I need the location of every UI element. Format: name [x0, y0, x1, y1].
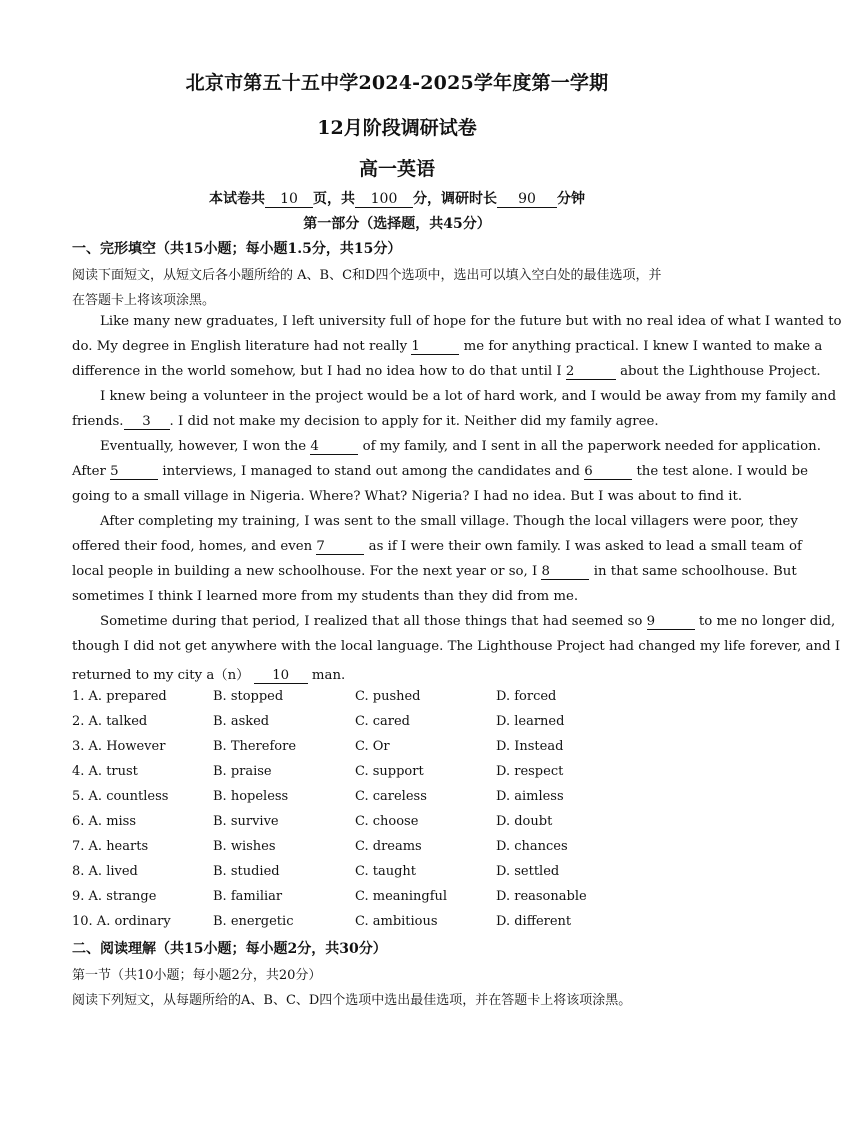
total-score: 100 — [355, 191, 413, 208]
reading-subsection: 第一节（共10小题；每小题2分，共20分） — [72, 968, 322, 983]
passage-line: Like many new graduates, I left university full of hope for the future but with no real idea of what I wanted to — [100, 314, 842, 329]
section-reading-heading: 二、阅读理解（共15小题；每小题2分，共30分） — [72, 941, 387, 957]
passage-line: I knew being a volunteer in the project would be a lot of hard work, and I would be away from my family and — [100, 389, 837, 404]
blank-5: 5 — [110, 464, 158, 480]
passage-line: going to a small village in Nigeria. Where? What? Nigeria? I had no idea. But I was about to find it. — [72, 489, 743, 504]
passage-line: Eventually, however, I won the 4 of my family, and I sent in all the paperwork needed for application. — [100, 439, 821, 454]
blank-6: 6 — [584, 464, 632, 480]
subject-title: 高一英语 — [358, 158, 435, 180]
blank-4: 4 — [310, 439, 358, 455]
passage-line: difference in the world somehow, but I had no idea how to do that until I 2 about the Lighthouse Project. — [72, 364, 821, 379]
passage-line: returned to my city a（n） 10 man. — [72, 668, 346, 683]
blank-1: 1 — [411, 339, 459, 355]
passage-line: After completing my training, I was sent to the small village. Though the local villagers were poor, they — [100, 514, 798, 529]
blank-9: 9 — [647, 614, 695, 630]
passage-line: local people in building a new schoolhouse. For the next year or so, I 8 in that same schoolhouse. But — [72, 564, 797, 579]
blank-8: 8 — [541, 564, 589, 580]
section-cloze-heading: 一、完形填空（共15小题；每小题1.5分，共15分） — [72, 241, 402, 257]
blank-7: 7 — [316, 539, 364, 555]
passage-line: friends. 3 . I did not make my decision to apply for it. Neither did my family agree. — [72, 414, 659, 429]
reading-instruction: 阅读下列短文，从每题所给的A、B、C、D四个选项中选出最佳选项，并在答题卡上将该项涂黑。 — [72, 993, 632, 1008]
passage-line: though I did not get anywhere with the local language. The Lighthouse Project had changed my life forever, and I — [72, 639, 841, 654]
exam-page: 北京市第五十五中学2024-2025学年度第一学期 12月阶段调研试卷 高一英语 本试卷共 10 页，共 100 分，调研时长 90 分钟 第一部分（选择题，共45分） 一、完形填空（共15小题；每小题1.5分，共15分） 阅读下面短文，从短文后各小题所给的 A、B、C和D四个选项中，选出可以填入空白处的最佳选项，并 在答题卡上将该项涂黑。 Like many new graduates, I left university full of hope for the future but with no real idea of what I wanted to do. My degree in English literature had not really 1 me for anything practical. I knew I wanted to make a difference in the world somehow, but I had no idea how to do that until I 2 about the Lighthouse Project. I knew being a volunteer in the project would be a lot of hard work, and I would be away from my family and friends. 3 . I did not make my decision to apply for it. Neither did my family agree. Eventually, however, I won the 4 of my family, and I sent in all the paperwork needed for application. After 5 interviews, I managed to stand out among the candidates and 6 the test alone. I would be going to a small village in Nigeria. Where? What? Nigeria? I had no idea. But I was about to find it. After completing my training, I was sent to the small village. Though the local villagers were poor, they offered their food, homes, and even 7 as if I were their own family. I was asked to lead a small team of local people in building a new schoolhouse. For the next year or so, I 8 in that same schoolhouse. But sometimes I think I learned more from my students than they did from me. Sometime during that period, I realized that all those things that had seemed so 9 to me no longer did, though I did not get anywhere with the local language. The Lighthouse Project had changed my life forever, and I returned to my city a（n） 10 man. 1. A. prepared B. stopped C. pushed D. forced 2. A. talked B. asked C. cared D. learned 3. A. However B. Therefore C. Or D. Instead 4. A. trust B. praise C. support D. respect 5. A. countless B. hopeless C. careless D. aimless 6. A. miss B. survive C. choose D. doubt 7. A. hearts B. wishes C. dreams D. chances 8. A. lived B. studied C. taught D. settled 9. A. strange B. familiar C. meaningful D. reasonable 10. A. ordinary B. energetic C. ambitious D. different 二、阅读理解（共15小题；每小题2分，共30分） 第一节（共10小题；每小题2分，共20分） 阅读下列短文，从每题所给的A、B、C、D四个选项中选出最佳选项，并在答题卡上将该项涂黑。 — [0, 0, 794, 1123]
exam-title: 北京市第五十五中学2024-2025学年度第一学期 — [185, 72, 609, 94]
passage-line: do. My degree in English literature had not really 1 me for anything practical. I knew I wanted to make a — [72, 339, 823, 354]
blank-3: 3 — [124, 414, 170, 430]
page-count: 10 — [265, 191, 313, 208]
passage-line: Sometime during that period, I realized that all those things that had seemed so 9 to me no longer did, — [100, 614, 836, 629]
part-one-heading: 第一部分（选择题，共45分） — [303, 216, 491, 232]
exam-meta: 本试卷共 10 页，共 100 分，调研时长 90 分钟 — [209, 191, 585, 207]
blank-10: 10 — [254, 668, 308, 684]
passage-line: sometimes I think I learned more from my students than they did from me. — [72, 589, 579, 604]
passage-line: offered their food, homes, and even 7 as if I were their own family. I was asked to lead a small team of — [72, 539, 802, 554]
cloze-instruction-cont: 在答题卡上将该项涂黑。 — [72, 293, 216, 308]
passage-line: After 5 interviews, I managed to stand out among the candidates and 6 the test alone. I would be — [72, 464, 808, 479]
time-limit: 90 — [497, 191, 557, 208]
exam-subtitle: 12月阶段调研试卷 — [317, 117, 477, 139]
blank-2: 2 — [566, 364, 616, 380]
cloze-instruction: 阅读下面短文，从短文后各小题所给的 A、B、C和D四个选项中，选出可以填入空白处的最佳选项，并 — [72, 268, 662, 283]
